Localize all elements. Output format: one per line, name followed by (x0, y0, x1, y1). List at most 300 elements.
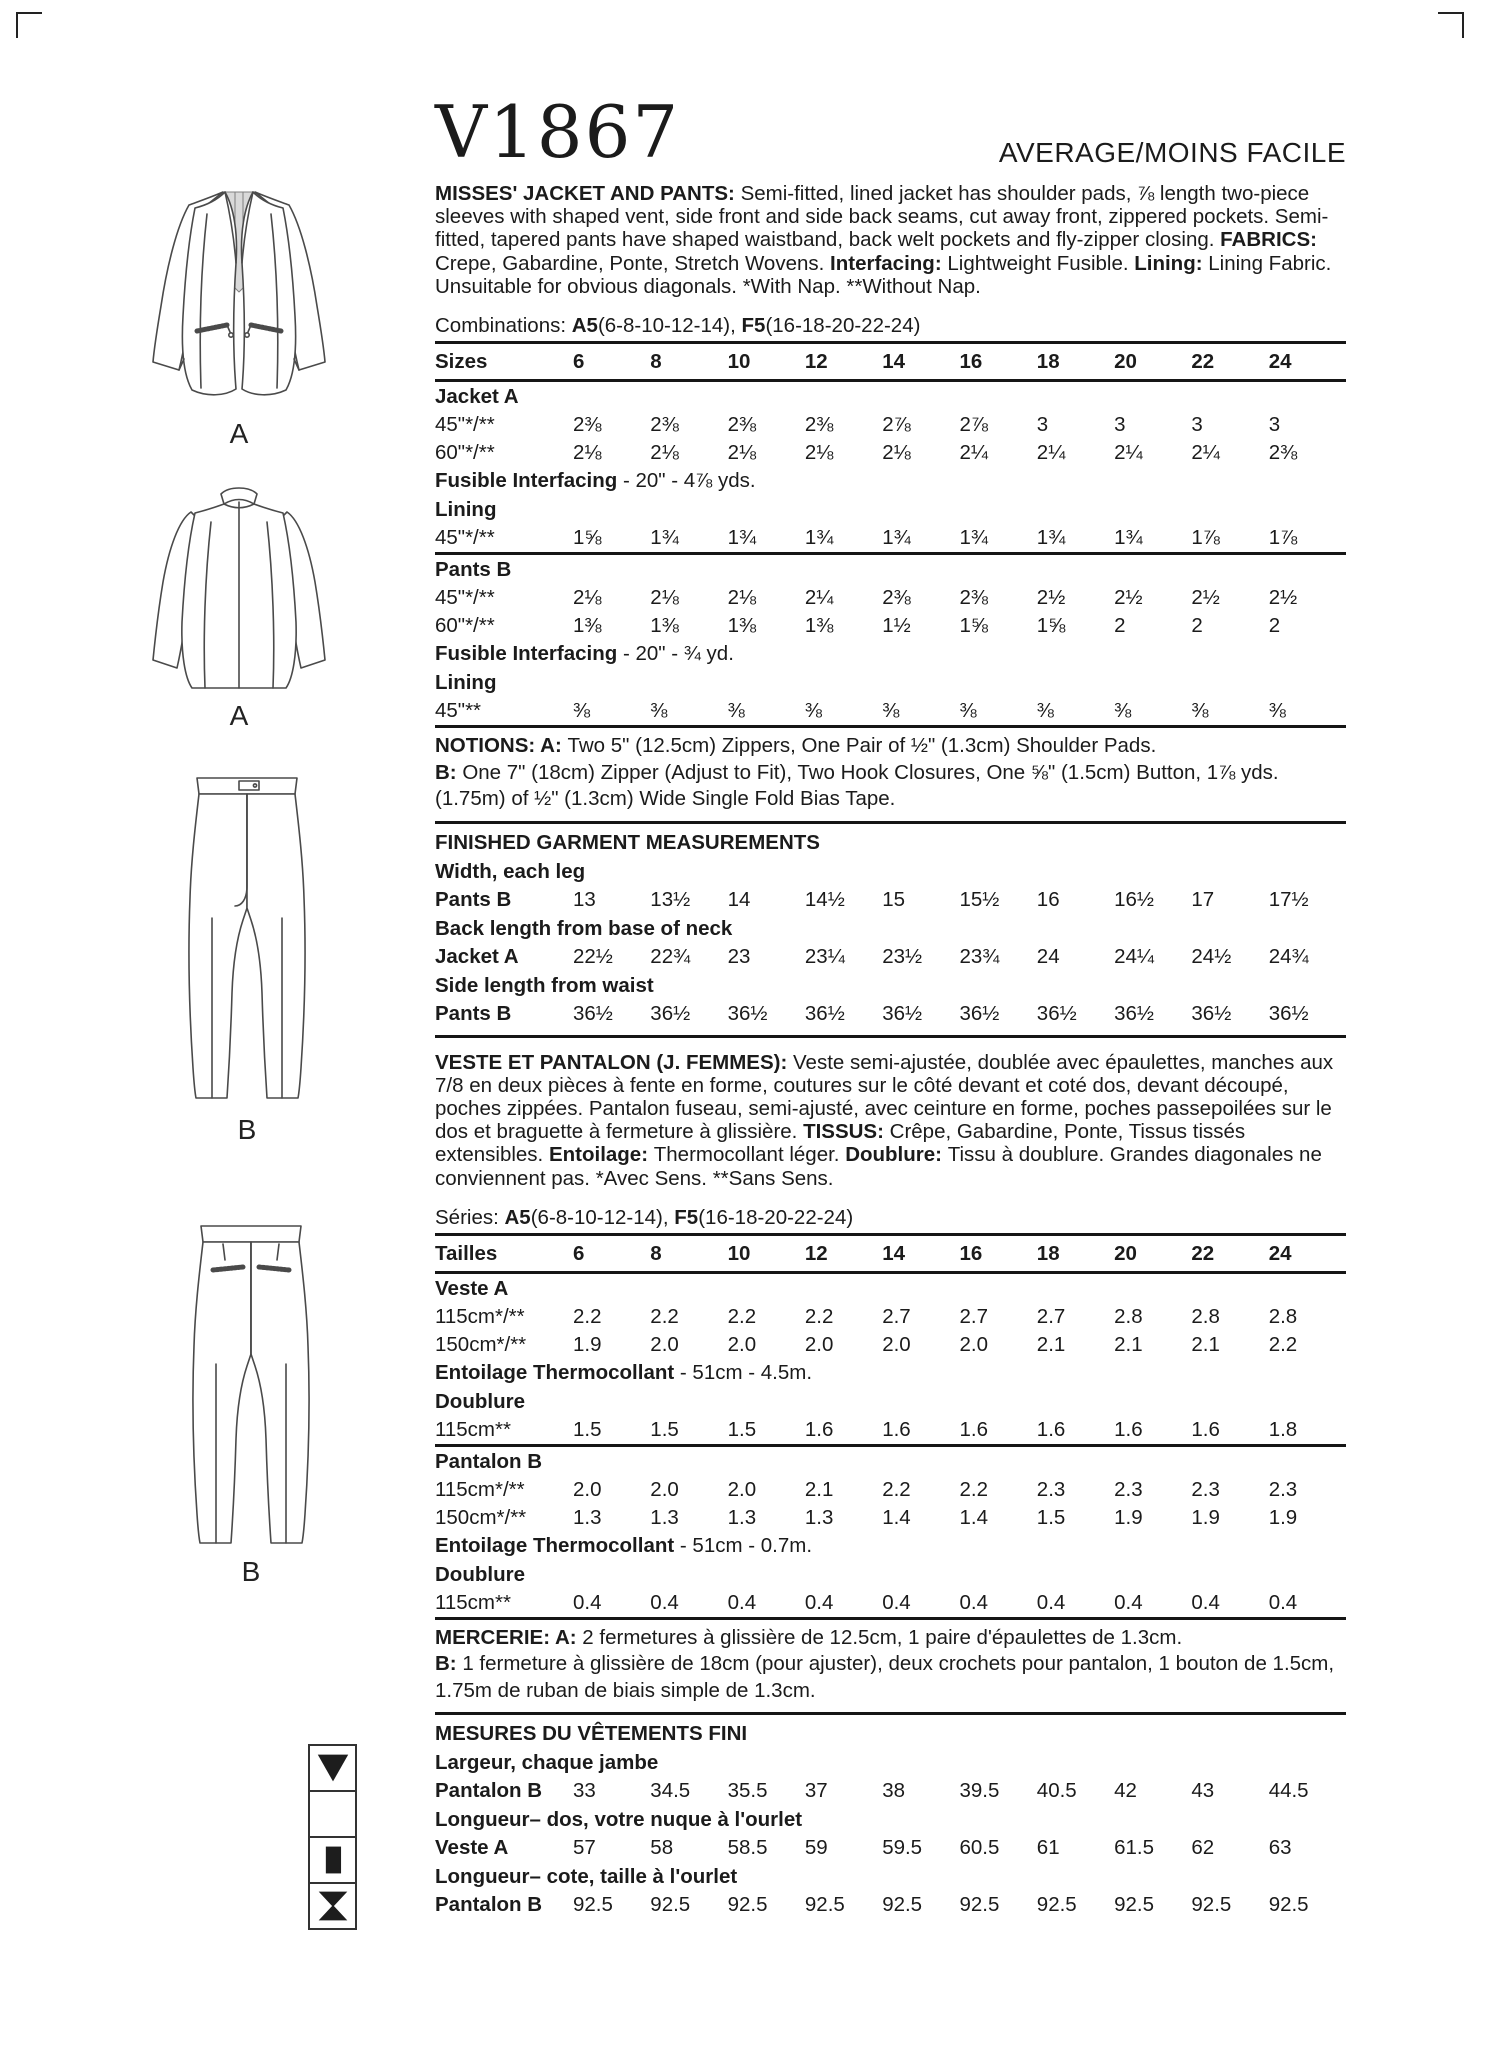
value-cell: 2.2 (804, 1304, 834, 1328)
section-label: Doublure (435, 1389, 525, 1413)
description-english (435, 182, 1346, 298)
jacket-front-illustration (138, 178, 340, 416)
row-label: Pantalon B (435, 1893, 543, 1917)
table-row (435, 1862, 1346, 1891)
table-row (435, 411, 1346, 439)
yardage-table-english (435, 341, 1346, 728)
mercerie-line-b (435, 1651, 1346, 1704)
text-run: VESTE ET PANTALON (J. FEMMES): (435, 1050, 793, 1074)
value-cell: 59 (804, 1836, 828, 1860)
pattern-number: V1867 (435, 90, 681, 174)
value-cell: 2⅛ (727, 441, 757, 465)
row-label: 150cm*/** (435, 1332, 527, 1356)
value-cell: 2¼ (1114, 441, 1143, 465)
text-run: - 51cm - 4.5m. (674, 1360, 813, 1384)
text-run: 2 fermetures à glissière de 12.5cm, 1 paire d'épaulettes de 1.3cm. (582, 1625, 1183, 1649)
value-cell: 1.5 (650, 1417, 679, 1441)
text-run: Thermocollant léger. (653, 1143, 846, 1167)
table-row (435, 640, 1346, 668)
value-cell: 1.6 (1191, 1417, 1220, 1441)
text-run: - 20" - 4⅞ yds. (617, 469, 756, 493)
value-cell: 2.8 (1114, 1304, 1143, 1328)
value-cell: 3 (1191, 413, 1203, 437)
mesures-block (435, 1715, 1346, 1919)
value-cell: 2.8 (1191, 1304, 1220, 1328)
value-cell: 12 (804, 350, 828, 374)
value-cell: 22½ (573, 944, 613, 968)
row-label: 115cm** (435, 1417, 511, 1441)
value-cell: 13½ (650, 887, 691, 911)
value-cell: 2.2 (1268, 1332, 1298, 1356)
corner-mark-top-right (1438, 12, 1464, 38)
text-run: Séries: (435, 1205, 505, 1229)
value-cell: 24½ (1191, 944, 1232, 968)
table-row (435, 524, 1346, 552)
symbol-hourglass (308, 1882, 357, 1930)
value-cell: ⅜ (804, 699, 822, 723)
section-label: Doublure (435, 1562, 525, 1586)
text-run: MISSES' JACKET AND PANTS: (435, 182, 741, 205)
value-cell: 2 (1191, 614, 1203, 638)
table-row (435, 1560, 1346, 1589)
table-row (435, 697, 1346, 725)
value-cell: 1.6 (882, 1417, 911, 1441)
text-run: Fusible Interfacing (435, 642, 618, 666)
value-cell: 15 (882, 887, 905, 911)
text-run: - 51cm - 0.7m. (674, 1533, 813, 1557)
table-row (435, 495, 1346, 524)
value-cell: 2.1 (1036, 1332, 1066, 1356)
value-cell: 22 (1191, 1241, 1215, 1265)
value-cell: 1⅞ (1191, 526, 1220, 550)
text-run: MERCERIE: A: (435, 1625, 583, 1649)
pants-front-view-label: B (237, 1114, 257, 1145)
value-cell: 2½ (1114, 586, 1143, 610)
value-cell: 2.3 (1191, 1477, 1220, 1501)
table-row (435, 552, 1346, 584)
value-cell: 16 (1036, 887, 1060, 911)
table-row (435, 467, 1346, 495)
table-row (435, 1000, 1346, 1028)
section-label: Veste A (435, 1276, 509, 1300)
text-run: F5 (674, 1205, 699, 1229)
text-run: (6-8-10-12-14), (530, 1205, 675, 1229)
value-cell: 2⅛ (804, 441, 834, 465)
text-run: Fusible Interfacing (435, 469, 618, 493)
text-run: One 7" (18cm) Zipper (Adjust to Fit), Two Hook Closures, One ⅝" (1.5cm) Button, 1⅞ yds. (1.75m) of ½" (1.3cm) Wide Single Fold Bias Tape. (435, 760, 1279, 811)
value-cell: 1⅜ (650, 614, 679, 638)
value-cell: 24 (1268, 350, 1292, 374)
value-cell: 35.5 (727, 1779, 768, 1803)
row-label: 115cm** (435, 1590, 511, 1614)
row-label: 60"*/** (435, 614, 495, 638)
section-label: Pants B (435, 558, 512, 582)
value-cell: 2⅛ (650, 441, 679, 465)
table-row (435, 1504, 1346, 1532)
table-row (435, 1891, 1346, 1919)
value-cell: 2.0 (959, 1332, 988, 1356)
value-cell: 92.5 (959, 1893, 1000, 1917)
row-label: Pantalon B (435, 1779, 543, 1803)
table-row (435, 971, 1346, 1000)
value-cell: 1⅜ (727, 614, 757, 638)
value-cell: 36½ (1114, 1001, 1154, 1025)
table-row (435, 857, 1346, 886)
value-cell: 2⅛ (573, 441, 602, 465)
value-cell: 1.6 (959, 1417, 988, 1441)
value-cell: 1.9 (1114, 1505, 1143, 1529)
value-cell: 6 (573, 350, 585, 374)
table-row (435, 1444, 1346, 1476)
value-cell: 2⅜ (804, 413, 834, 437)
value-cell: 1.5 (1036, 1505, 1066, 1529)
value-cell: 2½ (1191, 586, 1220, 610)
note-text (435, 640, 1346, 668)
row-label: 45"*/** (435, 413, 495, 437)
value-cell: 33 (573, 1779, 596, 1803)
table-row (435, 1719, 1346, 1748)
table-row (435, 1331, 1346, 1359)
section-label: FINISHED GARMENT MEASUREMENTS (435, 830, 820, 854)
value-cell: 2⅞ (882, 413, 911, 437)
value-cell: ⅜ (727, 699, 745, 723)
value-cell: 1.5 (727, 1417, 757, 1441)
row-label: 150cm*/** (435, 1505, 527, 1529)
fabric-symbol-strip (308, 1744, 355, 1930)
value-cell: 0.4 (882, 1590, 911, 1614)
value-cell: 14 (882, 1241, 905, 1265)
value-cell: 2¼ (1191, 441, 1220, 465)
notions-line-b (435, 760, 1346, 813)
text-run: Entoilage Thermocollant (435, 1533, 675, 1557)
value-cell: 36½ (1191, 1001, 1232, 1025)
value-cell: 2⅛ (882, 441, 911, 465)
table-row (435, 1532, 1346, 1560)
value-cell: 10 (727, 350, 751, 374)
value-cell: 0.4 (1191, 1590, 1220, 1614)
value-cell: 1.6 (1114, 1417, 1143, 1441)
value-cell: 1⅝ (573, 526, 602, 550)
value-cell: 23¼ (804, 944, 845, 968)
value-cell: 63 (1268, 1836, 1292, 1860)
value-cell: 1⅜ (573, 614, 602, 638)
pants-front-illustration (166, 768, 328, 1108)
section-label: Jacket A (435, 385, 519, 409)
value-cell: 13 (573, 887, 596, 911)
value-cell: 92.5 (1191, 1893, 1232, 1917)
text-run: TISSUS: (803, 1120, 890, 1144)
value-cell: 57 (573, 1836, 596, 1860)
value-cell: 92.5 (804, 1893, 845, 1917)
text-run: B: (435, 760, 463, 784)
value-cell: 1.8 (1268, 1417, 1298, 1441)
row-label: Veste A (435, 1836, 509, 1860)
table-row (435, 1236, 1346, 1274)
value-cell: 8 (650, 1241, 662, 1265)
value-cell: ⅜ (1191, 699, 1209, 723)
value-cell: 62 (1191, 1836, 1215, 1860)
table-row (435, 668, 1346, 697)
value-cell: 2.8 (1268, 1304, 1298, 1328)
value-cell: 1¾ (959, 526, 988, 550)
value-cell: 1.4 (882, 1505, 911, 1529)
value-cell: 24¾ (1268, 944, 1309, 968)
section-label: Side length from waist (435, 973, 654, 997)
value-cell: 1⅞ (1268, 526, 1298, 550)
jacket-back-drawing (138, 482, 340, 697)
value-cell: 2.1 (804, 1477, 834, 1501)
text-run: 1 fermeture à glissière de 18cm (pour ajuster), deux crochets pour pantalon, 1 bouton de 1.5cm, 1.75m de ruban de biais simple de 1.3cm. (435, 1652, 1335, 1702)
mercerie-line-a (435, 1625, 1346, 1652)
row-label: 45"** (435, 699, 482, 723)
table-row (435, 612, 1346, 640)
value-cell: 20 (1114, 1241, 1137, 1265)
table-row (435, 943, 1346, 971)
value-cell: 2¼ (804, 586, 834, 610)
value-cell: 2⅜ (727, 413, 757, 437)
value-cell: 1¾ (882, 526, 911, 550)
value-cell: 2⅜ (882, 586, 911, 610)
value-cell: 1⅜ (804, 614, 834, 638)
section-label: Width, each leg (435, 859, 586, 883)
value-cell: 14 (882, 350, 905, 374)
text-run: A5 (571, 314, 598, 338)
value-cell: 36½ (882, 1001, 923, 1025)
table-row (435, 382, 1346, 411)
symbol-square (308, 1836, 357, 1884)
value-cell: 0.4 (1036, 1590, 1066, 1614)
value-cell: 8 (650, 350, 662, 374)
text-run: Veste semi-ajustée, doublée avec épaulettes, manches aux 7/8 en deux pièces à fente en forme, coutures sur le côté devant et coté dos, devant découpé, poches zippées. Pantalon fuseau, semi-ajusté, avec ceinture en forme, poches passepoilées sur le dos et braguette à fermeture à glissière. (435, 1050, 1334, 1144)
table-row (435, 1359, 1346, 1387)
text-run: Interfacing: (830, 251, 948, 275)
value-cell: 37 (804, 1779, 828, 1803)
value-cell: 92.5 (1114, 1893, 1154, 1917)
text-run: Entoilage: (548, 1143, 654, 1167)
value-cell: 2⅛ (573, 586, 602, 610)
value-cell: 1.3 (650, 1505, 679, 1529)
row-label: Pants B (435, 887, 512, 911)
value-cell: 92.5 (650, 1893, 691, 1917)
value-cell: 0.4 (727, 1590, 757, 1614)
value-cell: 58 (650, 1836, 674, 1860)
value-cell: ⅜ (1036, 699, 1054, 723)
text-run: - 20" - ¾ yd. (617, 642, 734, 666)
value-cell: 17½ (1268, 887, 1309, 911)
text-run: Crepe, Gabardine, Ponte, Stretch Wovens. (435, 251, 831, 275)
value-cell: 92.5 (573, 1893, 613, 1917)
value-cell: 17 (1191, 887, 1215, 911)
value-cell: 2.7 (959, 1304, 988, 1328)
value-cell: 2¼ (1036, 441, 1066, 465)
value-cell: 34.5 (650, 1779, 691, 1803)
text-run: B: (435, 1652, 463, 1676)
value-cell: 1.9 (573, 1332, 602, 1356)
value-cell: 2.0 (727, 1332, 757, 1356)
text-run: Lining Fabric. Unsuitable for obvious diagonals. *With Nap. **Without Nap. (435, 251, 1332, 298)
section-label: Longueur– cote, taille à l'ourlet (435, 1865, 738, 1889)
value-cell: 2¼ (959, 441, 988, 465)
section-label: Longueur– dos, votre nuque à l'ourlet (435, 1808, 803, 1832)
value-cell: ⅜ (1268, 699, 1286, 723)
value-cell: 1⅝ (959, 614, 988, 638)
jacket-front-view-label: A (229, 418, 249, 449)
section-label: MESURES DU VÊTEMENTS FINI (435, 1722, 748, 1746)
row-label: 115cm*/** (435, 1477, 525, 1501)
description-french (435, 1051, 1346, 1190)
value-cell: 2.3 (1036, 1477, 1066, 1501)
table-row (435, 1589, 1346, 1617)
value-cell: 1¾ (727, 526, 757, 550)
value-cell: 2⅛ (650, 586, 679, 610)
table-row (435, 1274, 1346, 1303)
value-cell: 2 (1114, 614, 1126, 638)
value-cell: 23¾ (959, 944, 1000, 968)
value-cell: 0.4 (650, 1590, 679, 1614)
value-cell: 1.5 (573, 1417, 602, 1441)
value-cell: 6 (573, 1241, 585, 1265)
text-run: F5 (741, 314, 766, 338)
value-cell: 61.5 (1114, 1836, 1154, 1860)
table-row (435, 344, 1346, 382)
text-run: (16-18-20-22-24) (698, 1205, 854, 1229)
value-cell: 18 (1036, 1241, 1060, 1265)
pants-back-drawing (170, 1216, 332, 1551)
value-cell: 1½ (882, 614, 911, 638)
row-label: Tailles (435, 1241, 498, 1265)
table-row (435, 1805, 1346, 1834)
value-cell: 42 (1114, 1779, 1137, 1803)
value-cell: 1¾ (650, 526, 679, 550)
value-cell: 1.3 (573, 1505, 602, 1529)
value-cell: 2.1 (1114, 1332, 1143, 1356)
content-column (435, 90, 1346, 1919)
value-cell: 2 (1268, 614, 1281, 638)
symbol-triangle-down (308, 1744, 357, 1792)
value-cell: 2.3 (1268, 1477, 1298, 1501)
text-run: Semi-fitted, lined jacket has shoulder pads, ⅞ length two-piece sleeves with shaped vent, side front and side back seams, cut away front, zippered pockets. Semi-fitted, tapered pants have shaped waistband, back welt pockets and fly-zipper closing. (435, 182, 1329, 252)
value-cell: 40.5 (1036, 1779, 1077, 1803)
table-row (435, 1748, 1346, 1777)
value-cell: 2.7 (1036, 1304, 1066, 1328)
value-cell: 2⅜ (573, 413, 602, 437)
text-run: Entoilage Thermocollant (435, 1360, 675, 1384)
text-run: (6-8-10-12-14), (597, 314, 742, 338)
mercerie-text (435, 1620, 1346, 1716)
text-run: Lightweight Fusible. (947, 251, 1135, 275)
value-cell: ⅜ (650, 699, 668, 723)
value-cell: 2.1 (1191, 1332, 1220, 1356)
value-cell: 23 (727, 944, 751, 968)
value-cell: 36½ (1268, 1001, 1309, 1025)
value-cell: 0.4 (959, 1590, 988, 1614)
note-text (435, 1359, 1346, 1387)
row-label: Pants B (435, 1001, 512, 1025)
value-cell: 3 (1268, 413, 1281, 437)
pants-back-view-label: B (241, 1556, 261, 1587)
table-row (435, 828, 1346, 857)
value-cell: 59.5 (882, 1836, 923, 1860)
value-cell: ⅜ (573, 699, 591, 723)
table-row (435, 439, 1346, 467)
value-cell: 1¾ (804, 526, 834, 550)
jacket-back-illustration (138, 482, 340, 697)
value-cell: 24 (1268, 1241, 1292, 1265)
series-line (435, 1205, 1346, 1233)
value-cell: 2.0 (882, 1332, 911, 1356)
row-label: 115cm*/** (435, 1304, 525, 1328)
value-cell: 60.5 (959, 1836, 1000, 1860)
value-cell: 39.5 (959, 1779, 1000, 1803)
text-run: NOTIONS: A: (435, 734, 568, 758)
value-cell: 2.0 (727, 1477, 757, 1501)
value-cell: 16 (959, 1241, 983, 1265)
text-run: Doublure: (845, 1143, 948, 1167)
value-cell: 92.5 (1268, 1893, 1309, 1917)
value-cell: ⅜ (959, 699, 977, 723)
value-cell: 0.4 (1114, 1590, 1143, 1614)
value-cell: 92.5 (1036, 1893, 1077, 1917)
notions-line-a (435, 733, 1346, 760)
value-cell: 1.3 (727, 1505, 757, 1529)
section-label: Lining (435, 671, 497, 695)
value-cell: 61 (1036, 1836, 1060, 1860)
value-cell: 2.2 (573, 1304, 602, 1328)
value-cell: 1.3 (804, 1505, 834, 1529)
value-cell: 58.5 (727, 1836, 768, 1860)
note-text (435, 1532, 1346, 1560)
jacket-back-view-label: A (229, 700, 249, 731)
section-label: Largeur, chaque jambe (435, 1751, 659, 1775)
text-run: A5 (504, 1205, 531, 1229)
value-cell: 12 (804, 1241, 828, 1265)
section-label: Back length from base of neck (435, 916, 733, 940)
value-cell: 14½ (804, 887, 845, 911)
text-run: Tissu à doublure. Grandes diagonales ne conviennent pas. *Avec Sens. **Sans Sens. (435, 1143, 1322, 1190)
combinations-line (435, 313, 1346, 341)
table-row (435, 1303, 1346, 1331)
value-cell: 2.0 (573, 1477, 602, 1501)
value-cell: 22¾ (650, 944, 691, 968)
pants-back-illustration (170, 1216, 332, 1551)
value-cell: 36½ (573, 1001, 613, 1025)
value-cell: 10 (727, 1241, 751, 1265)
value-cell: 1.9 (1191, 1505, 1220, 1529)
value-cell: 2.2 (959, 1477, 988, 1501)
value-cell: 2.2 (727, 1304, 757, 1328)
value-cell: 38 (882, 1779, 905, 1803)
row-label: 45"*/** (435, 586, 495, 610)
value-cell: 36½ (959, 1001, 1000, 1025)
row-label: 45"*/** (435, 526, 495, 550)
value-cell: 14 (727, 887, 751, 911)
value-cell: 43 (1191, 1779, 1215, 1803)
value-cell: 1.6 (804, 1417, 834, 1441)
value-cell: 92.5 (727, 1893, 768, 1917)
value-cell: 36½ (650, 1001, 691, 1025)
text-run: Crêpe, Gabardine, Ponte, Tissus tissés extensibles. (435, 1120, 1246, 1167)
row-label: Jacket A (435, 944, 519, 968)
note-text (435, 467, 1346, 495)
symbol-blank (308, 1790, 357, 1838)
notions-text (435, 728, 1346, 824)
value-cell: 3 (1036, 413, 1049, 437)
text-run: (16-18-20-22-24) (765, 314, 921, 338)
value-cell: 2⅜ (650, 413, 679, 437)
value-cell: ⅜ (882, 699, 900, 723)
table-row (435, 584, 1346, 612)
value-cell: 2⅜ (1268, 441, 1298, 465)
